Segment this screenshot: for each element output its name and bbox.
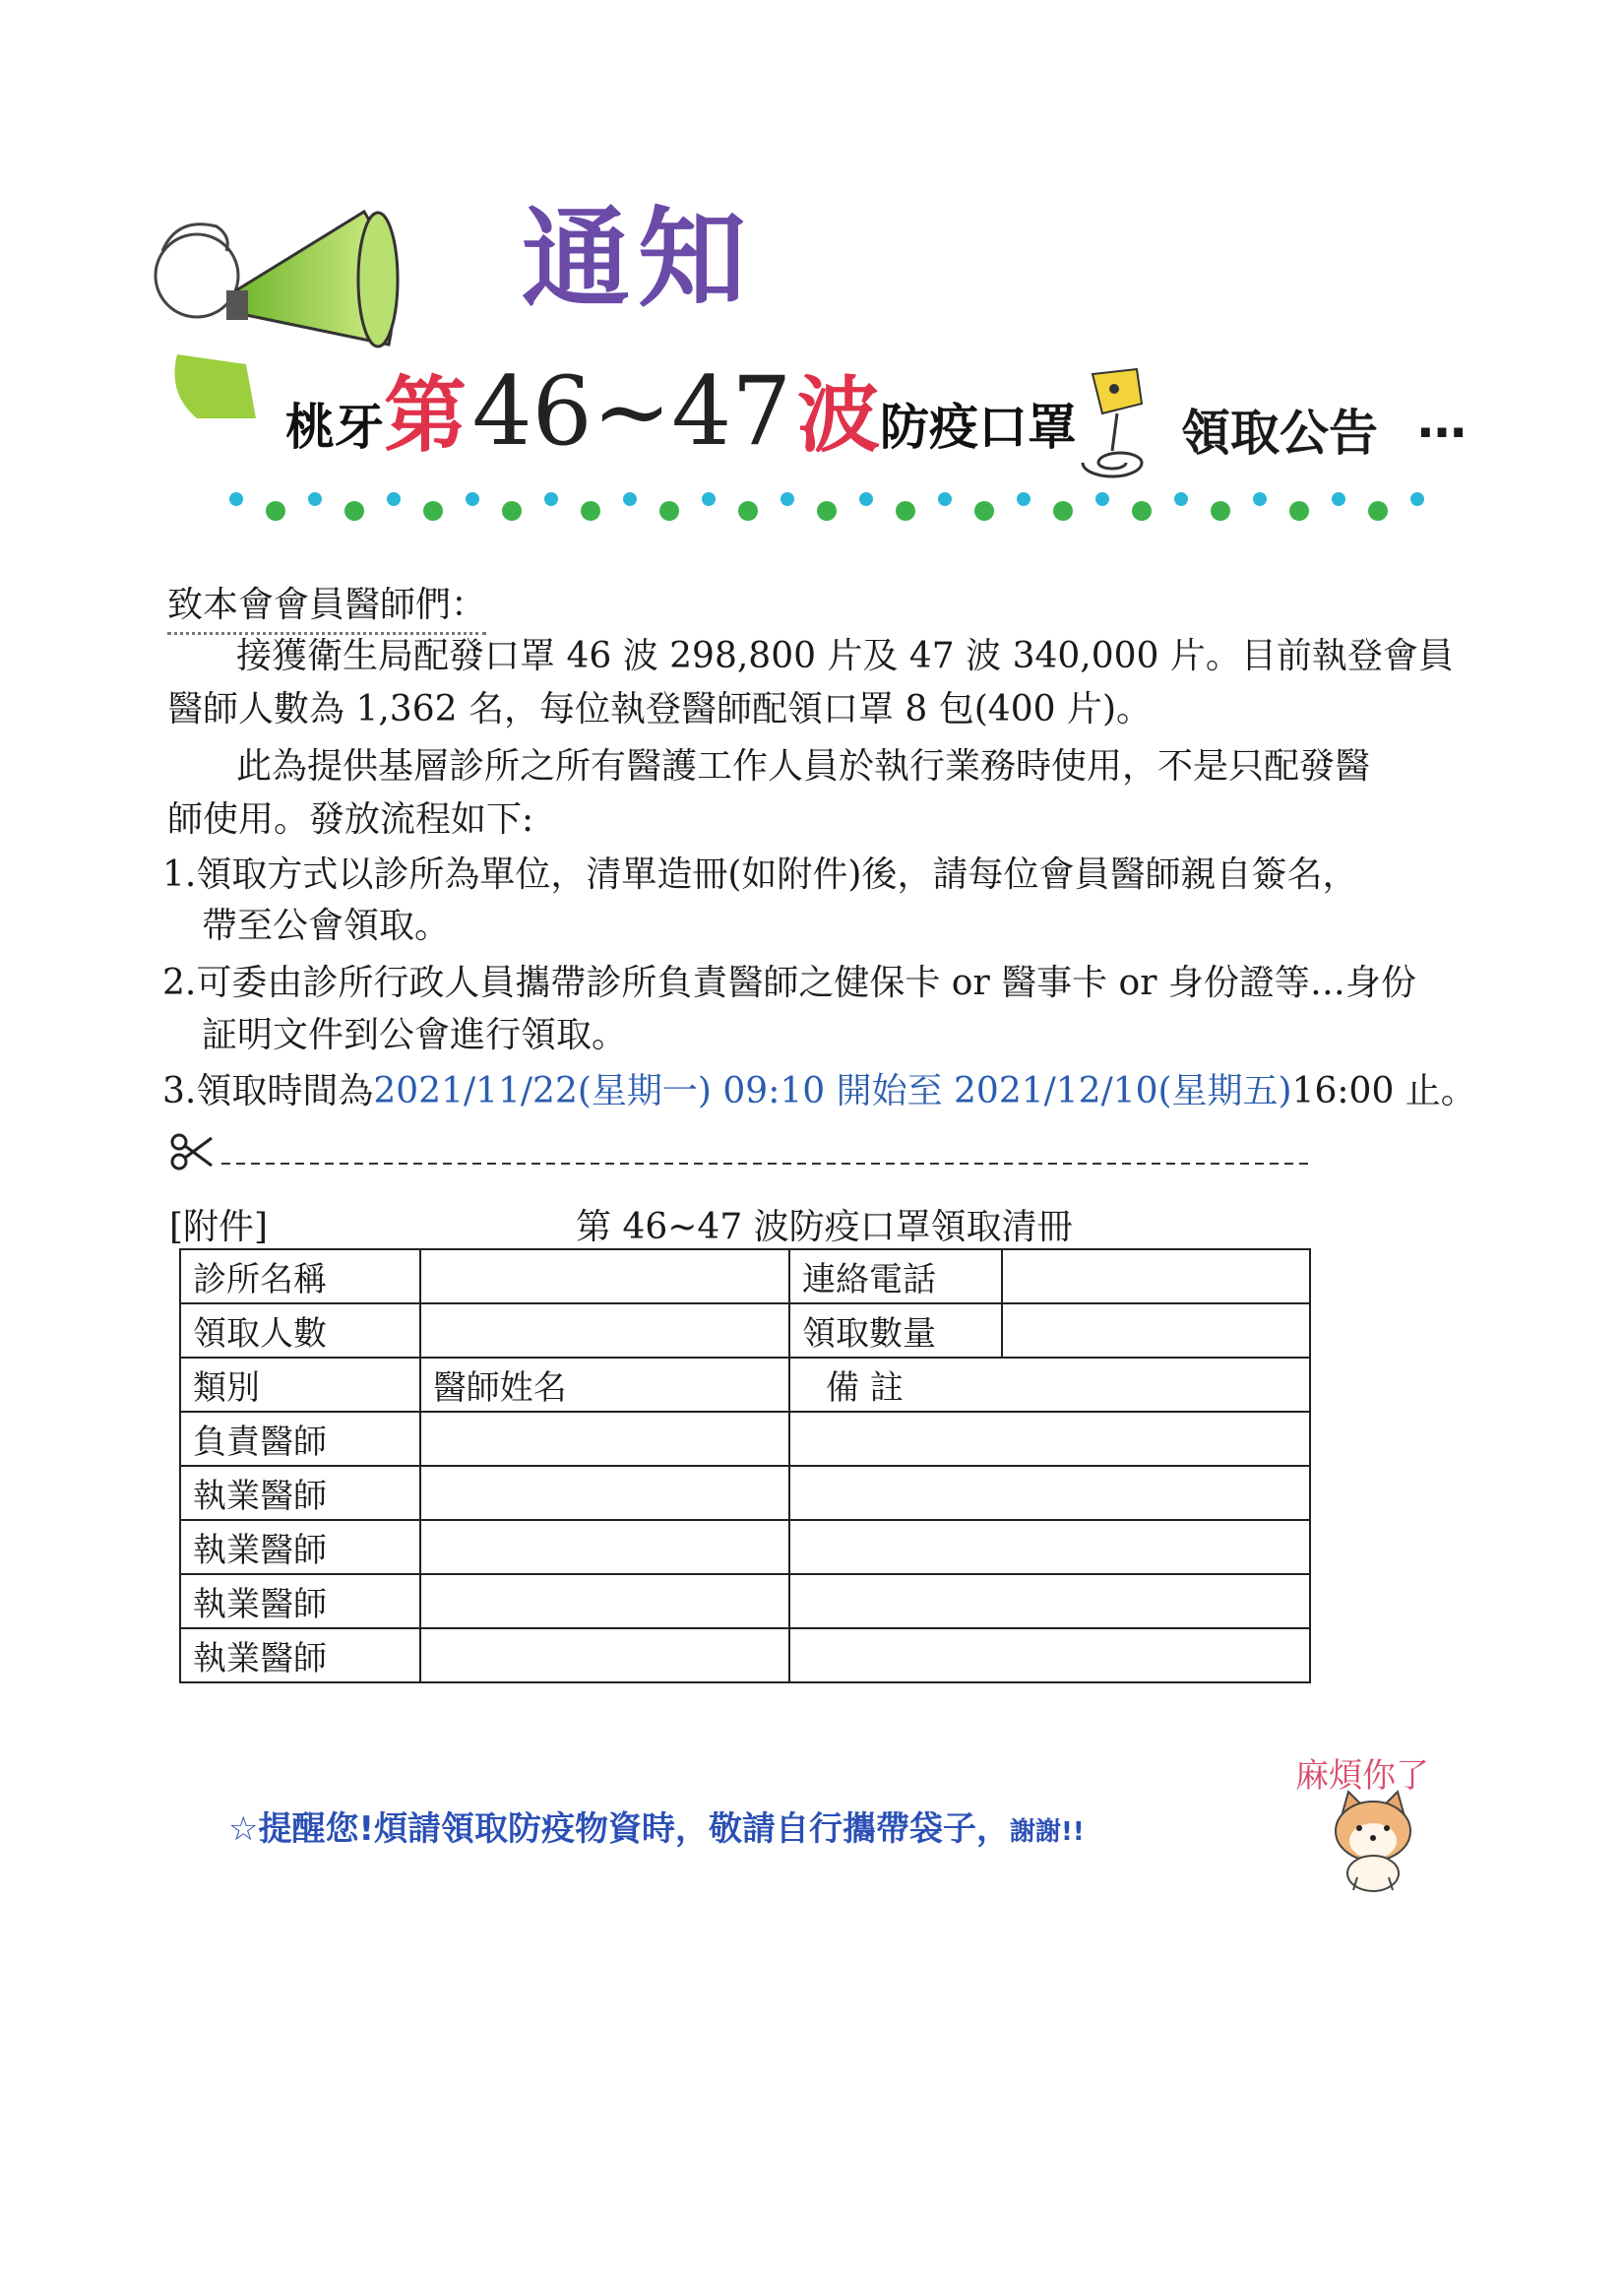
remarks-field[interactable]: [789, 1520, 1310, 1574]
pickup-quantity-field[interactable]: [1002, 1303, 1310, 1358]
announcement-banner: [285, 349, 1077, 469]
contact-phone-label: 連絡電話: [789, 1249, 1002, 1303]
remarks-field[interactable]: [789, 1628, 1310, 1682]
spiral-mascot-icon: [1063, 364, 1161, 482]
reminder-text: 提醒您!煩請領取防疫物資時，敬請自行攜帶袋子，: [258, 1809, 1010, 1849]
item2-line2: 証明文件到公會進行領取。: [202, 1015, 628, 1055]
contact-phone-field[interactable]: [1002, 1249, 1310, 1303]
star-icon: ☆: [228, 1809, 259, 1849]
row-category: 執業醫師: [180, 1628, 420, 1682]
banner-prefix: 桃牙: [285, 399, 384, 456]
row-category: 執業醫師: [180, 1466, 420, 1520]
pickup-count-label: 領取人數: [180, 1303, 420, 1358]
salutation: 致本會會員醫師們：: [167, 579, 486, 635]
row-category: 執業醫師: [180, 1574, 420, 1628]
doctor-name-field[interactable]: [420, 1520, 789, 1574]
para2-line1: 此為提供基層診所之所有醫護工作人員於執行業務時使用，不是只配發醫: [236, 746, 1371, 787]
item3-prefix: 3.領取時間為: [162, 1071, 374, 1111]
doctor-name-field[interactable]: [420, 1628, 789, 1682]
item1-line2: 帶至公會領取。: [202, 906, 451, 946]
pickup-count-field[interactable]: [420, 1303, 789, 1358]
banner-di: 第: [384, 367, 468, 464]
para1-line2: 醫師人數為 1,362 名，每位執登醫師配領口罩 8 包(400 片)。: [167, 689, 1152, 729]
table-row: [180, 1466, 1310, 1520]
pickup-quantity-label: 領取數量: [789, 1303, 1002, 1358]
col-remarks: 備 註: [789, 1358, 1310, 1412]
remarks-field[interactable]: [789, 1466, 1310, 1520]
clinic-name-label: 診所名稱: [180, 1249, 420, 1303]
scissors-icon: [172, 1135, 212, 1169]
remarks-field[interactable]: [789, 1412, 1310, 1466]
banner-wave-range: 46~47: [471, 356, 792, 467]
banner-announce: 領取公告: [1181, 405, 1378, 462]
item1-line1: 1.領取方式以診所為單位，清單造冊(如附件)後，請每位會員醫師親自簽名，: [162, 854, 1358, 895]
decorative-dot-row: [221, 487, 1452, 527]
table-header-row: [180, 1358, 1310, 1412]
col-category: 類別: [180, 1358, 420, 1412]
table-row: [180, 1249, 1310, 1303]
reminder-thanks: 謝謝!!: [1010, 1817, 1085, 1847]
notice-title: 通知: [522, 195, 754, 322]
doctor-name-field[interactable]: [420, 1574, 789, 1628]
clinic-name-field[interactable]: [420, 1249, 789, 1303]
pickup-period: 2021/11/22(星期一) 09:10 開始至 2021/12/10(星期五): [373, 1071, 1292, 1111]
para1-line1: 接獲衛生局配發口罩 46 波 298,800 片及 47 波 340,000 片。目前執登會員: [236, 636, 1454, 676]
sticker-text: 麻煩你了: [1295, 1756, 1429, 1796]
doctor-name-field[interactable]: [420, 1466, 789, 1520]
banner-ellipsis: …: [1417, 392, 1467, 449]
item2-line1: 2.可委由診所行政人員攜帶診所負責醫師之健保卡 or 醫事卡 or 身份證等…身份: [162, 963, 1416, 1003]
col-doctor-name: 醫師姓名: [420, 1358, 789, 1412]
item3-suffix: 16:00 止。: [1291, 1071, 1476, 1111]
banner-bo: 波: [796, 367, 880, 464]
remarks-field[interactable]: [789, 1574, 1310, 1628]
doctor-name-field[interactable]: [420, 1412, 789, 1466]
row-category: 負責醫師: [180, 1412, 420, 1466]
table-row: [180, 1412, 1310, 1466]
attachment-label: [附件]: [169, 1207, 269, 1247]
attachment-title: 第 46~47 波防疫口罩領取清冊: [576, 1207, 1073, 1247]
pickup-register-table: [179, 1248, 1311, 1683]
banner-subject: 防疫口罩: [879, 399, 1077, 456]
table-row: [180, 1303, 1310, 1358]
cut-line: [167, 1132, 1309, 1171]
table-row: [180, 1520, 1310, 1574]
item3-line: [162, 1065, 1476, 1118]
table-row: [180, 1628, 1310, 1682]
para2-line2: 師使用。發放流程如下:: [167, 799, 534, 840]
reminder-note: [228, 1802, 1085, 1850]
table-row: [180, 1574, 1310, 1628]
shiba-dog-icon: [1324, 1787, 1422, 1895]
row-category: 執業醫師: [180, 1520, 420, 1574]
